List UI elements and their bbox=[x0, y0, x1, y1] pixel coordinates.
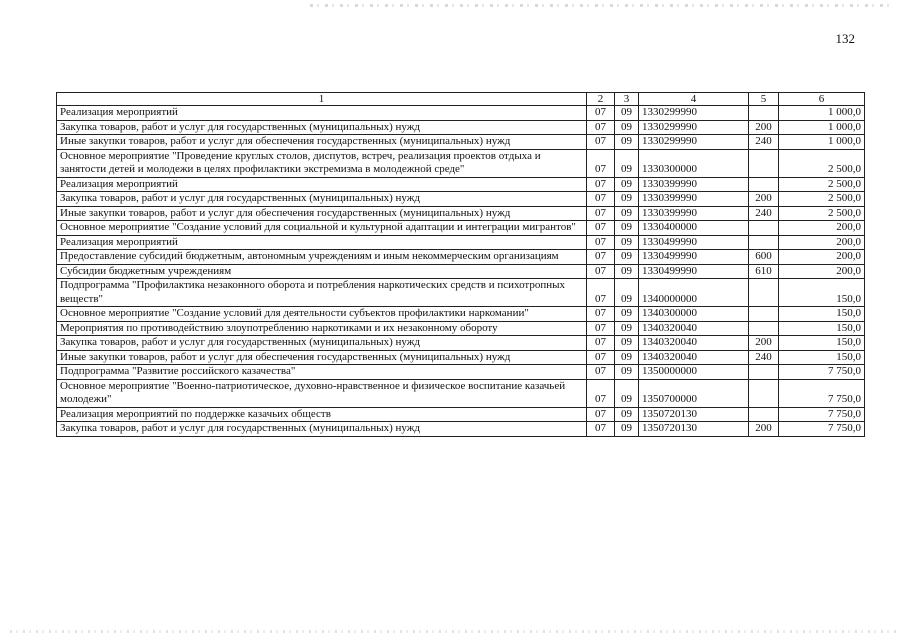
row-subsection: 09 bbox=[615, 321, 639, 336]
row-expense-type: 610 bbox=[749, 264, 779, 279]
row-subsection: 09 bbox=[615, 336, 639, 351]
row-name: Иные закупки товаров, работ и услуг для обеспечения государственных (муниципальных) нужд bbox=[57, 135, 587, 150]
row-name: Подпрограмма "Развитие российского казачества" bbox=[57, 365, 587, 380]
row-name: Иные закупки товаров, работ и услуг для обеспечения государственных (муниципальных) нужд bbox=[57, 350, 587, 365]
row-section: 07 bbox=[587, 307, 615, 322]
row-section: 07 bbox=[587, 235, 615, 250]
row-expense-type bbox=[749, 279, 779, 307]
budget-table bbox=[56, 92, 865, 437]
row-amount: 2 500,0 bbox=[779, 177, 865, 192]
row-target-code: 1350700000 bbox=[639, 379, 749, 407]
row-subsection: 09 bbox=[615, 407, 639, 422]
row-section: 07 bbox=[587, 336, 615, 351]
row-expense-type: 200 bbox=[749, 192, 779, 207]
row-target-code: 1350720130 bbox=[639, 407, 749, 422]
row-subsection: 09 bbox=[615, 221, 639, 236]
row-target-code: 1350000000 bbox=[639, 365, 749, 380]
row-subsection: 09 bbox=[615, 135, 639, 150]
table-row bbox=[57, 321, 865, 336]
row-section: 07 bbox=[587, 407, 615, 422]
row-subsection: 09 bbox=[615, 177, 639, 192]
table-row bbox=[57, 149, 865, 177]
row-expense-type: 240 bbox=[749, 206, 779, 221]
scan-noise-bottom bbox=[10, 630, 900, 633]
row-section: 07 bbox=[587, 264, 615, 279]
row-expense-type: 600 bbox=[749, 250, 779, 265]
row-subsection: 09 bbox=[615, 379, 639, 407]
row-expense-type bbox=[749, 221, 779, 236]
row-target-code: 1330399990 bbox=[639, 177, 749, 192]
row-amount: 1 000,0 bbox=[779, 120, 865, 135]
row-amount: 2 500,0 bbox=[779, 149, 865, 177]
row-name: Закупка товаров, работ и услуг для государственных (муниципальных) нужд bbox=[57, 422, 587, 437]
row-expense-type bbox=[749, 379, 779, 407]
row-target-code: 1330299990 bbox=[639, 120, 749, 135]
table-row bbox=[57, 235, 865, 250]
row-amount: 7 750,0 bbox=[779, 379, 865, 407]
row-subsection: 09 bbox=[615, 192, 639, 207]
row-amount: 7 750,0 bbox=[779, 365, 865, 380]
row-name: Закупка товаров, работ и услуг для государственных (муниципальных) нужд bbox=[57, 336, 587, 351]
row-name: Мероприятия по противодействию злоупотреблению наркотиками и их незаконному обороту bbox=[57, 321, 587, 336]
row-section: 07 bbox=[587, 149, 615, 177]
row-name: Закупка товаров, работ и услуг для государственных (муниципальных) нужд bbox=[57, 120, 587, 135]
row-expense-type bbox=[749, 177, 779, 192]
row-name: Субсидии бюджетным учреждениям bbox=[57, 264, 587, 279]
row-section: 07 bbox=[587, 206, 615, 221]
row-section: 07 bbox=[587, 177, 615, 192]
header-col-6: 6 bbox=[779, 93, 865, 106]
row-subsection: 09 bbox=[615, 264, 639, 279]
row-target-code: 1330499990 bbox=[639, 235, 749, 250]
table-row bbox=[57, 307, 865, 322]
row-target-code: 1330400000 bbox=[639, 221, 749, 236]
row-subsection: 09 bbox=[615, 422, 639, 437]
row-expense-type bbox=[749, 307, 779, 322]
row-subsection: 09 bbox=[615, 307, 639, 322]
row-name: Реализация мероприятий bbox=[57, 177, 587, 192]
row-target-code: 1330399990 bbox=[639, 192, 749, 207]
table-row bbox=[57, 379, 865, 407]
header-col-2: 2 bbox=[587, 93, 615, 106]
row-target-code: 1340320040 bbox=[639, 350, 749, 365]
header-col-1: 1 bbox=[57, 93, 587, 106]
row-amount: 2 500,0 bbox=[779, 192, 865, 207]
row-amount: 150,0 bbox=[779, 336, 865, 351]
row-target-code: 1330300000 bbox=[639, 149, 749, 177]
table-body bbox=[57, 106, 865, 437]
row-name: Основное мероприятие "Создание условий для деятельности субъектов профилактики наркомании" bbox=[57, 307, 587, 322]
row-name: Реализация мероприятий bbox=[57, 235, 587, 250]
row-expense-type: 200 bbox=[749, 422, 779, 437]
row-target-code: 1350720130 bbox=[639, 422, 749, 437]
row-target-code: 1340320040 bbox=[639, 321, 749, 336]
row-section: 07 bbox=[587, 321, 615, 336]
row-section: 07 bbox=[587, 350, 615, 365]
row-amount: 200,0 bbox=[779, 264, 865, 279]
row-amount: 150,0 bbox=[779, 279, 865, 307]
row-section: 07 bbox=[587, 135, 615, 150]
table-row bbox=[57, 279, 865, 307]
row-name: Подпрограмма "Профилактика незаконного оборота и потребления наркотических средств и психотропных веществ" bbox=[57, 279, 587, 307]
scan-noise-top bbox=[310, 4, 890, 7]
row-subsection: 09 bbox=[615, 149, 639, 177]
row-expense-type bbox=[749, 106, 779, 121]
table-row bbox=[57, 177, 865, 192]
row-amount: 200,0 bbox=[779, 250, 865, 265]
header-col-3: 3 bbox=[615, 93, 639, 106]
row-target-code: 1330499990 bbox=[639, 264, 749, 279]
row-name: Реализация мероприятий по поддержке казачьих обществ bbox=[57, 407, 587, 422]
row-amount: 150,0 bbox=[779, 307, 865, 322]
row-amount: 150,0 bbox=[779, 321, 865, 336]
row-expense-type: 240 bbox=[749, 135, 779, 150]
row-section: 07 bbox=[587, 279, 615, 307]
row-target-code: 1330299990 bbox=[639, 135, 749, 150]
row-amount: 7 750,0 bbox=[779, 422, 865, 437]
row-subsection: 09 bbox=[615, 279, 639, 307]
table-row bbox=[57, 365, 865, 380]
row-target-code: 1330299990 bbox=[639, 106, 749, 121]
row-name: Предоставление субсидий бюджетным, автономным учреждениям и иным некоммерческим организациям bbox=[57, 250, 587, 265]
row-subsection: 09 bbox=[615, 206, 639, 221]
row-target-code: 1340300000 bbox=[639, 307, 749, 322]
row-section: 07 bbox=[587, 250, 615, 265]
row-amount: 150,0 bbox=[779, 350, 865, 365]
header-col-5: 5 bbox=[749, 93, 779, 106]
row-section: 07 bbox=[587, 221, 615, 236]
row-target-code: 1340320040 bbox=[639, 336, 749, 351]
row-expense-type bbox=[749, 235, 779, 250]
row-section: 07 bbox=[587, 192, 615, 207]
row-subsection: 09 bbox=[615, 365, 639, 380]
row-name: Основное мероприятие "Проведение круглых столов, диспутов, встреч, реализация проектов отдыха и занятости детей и молодежи в целях профилактики экстремизма в молодежной среде" bbox=[57, 149, 587, 177]
row-name: Иные закупки товаров, работ и услуг для обеспечения государственных (муниципальных) нужд bbox=[57, 206, 587, 221]
table-row bbox=[57, 350, 865, 365]
header-row bbox=[57, 93, 865, 106]
header-col-4: 4 bbox=[639, 93, 749, 106]
row-expense-type bbox=[749, 365, 779, 380]
row-amount: 200,0 bbox=[779, 221, 865, 236]
table-row bbox=[57, 264, 865, 279]
row-amount: 200,0 bbox=[779, 235, 865, 250]
row-name: Закупка товаров, работ и услуг для государственных (муниципальных) нужд bbox=[57, 192, 587, 207]
row-amount: 1 000,0 bbox=[779, 106, 865, 121]
row-expense-type bbox=[749, 407, 779, 422]
row-name: Основное мероприятие "Создание условий для социальной и культурной адаптации и интеграции мигрантов" bbox=[57, 221, 587, 236]
row-section: 07 bbox=[587, 422, 615, 437]
row-name: Основное мероприятие "Военно-патриотическое, духовно-нравственное и физическое воспитание казачьей молодежи" bbox=[57, 379, 587, 407]
table-row bbox=[57, 336, 865, 351]
row-expense-type: 240 bbox=[749, 350, 779, 365]
row-section: 07 bbox=[587, 365, 615, 380]
row-target-code: 1330399990 bbox=[639, 206, 749, 221]
table-row bbox=[57, 120, 865, 135]
row-subsection: 09 bbox=[615, 250, 639, 265]
table-row bbox=[57, 135, 865, 150]
row-section: 07 bbox=[587, 120, 615, 135]
row-amount: 7 750,0 bbox=[779, 407, 865, 422]
row-subsection: 09 bbox=[615, 120, 639, 135]
table-row bbox=[57, 206, 865, 221]
row-expense-type bbox=[749, 321, 779, 336]
row-expense-type: 200 bbox=[749, 120, 779, 135]
row-subsection: 09 bbox=[615, 106, 639, 121]
table-row bbox=[57, 407, 865, 422]
table-row bbox=[57, 422, 865, 437]
row-expense-type bbox=[749, 149, 779, 177]
row-section: 07 bbox=[587, 379, 615, 407]
table-row bbox=[57, 192, 865, 207]
row-target-code: 1340000000 bbox=[639, 279, 749, 307]
table-row bbox=[57, 106, 865, 121]
table-row bbox=[57, 221, 865, 236]
row-expense-type: 200 bbox=[749, 336, 779, 351]
row-amount: 2 500,0 bbox=[779, 206, 865, 221]
row-section: 07 bbox=[587, 106, 615, 121]
page-number: 132 bbox=[835, 31, 855, 46]
row-subsection: 09 bbox=[615, 350, 639, 365]
row-subsection: 09 bbox=[615, 235, 639, 250]
row-target-code: 1330499990 bbox=[639, 250, 749, 265]
row-name: Реализация мероприятий bbox=[57, 106, 587, 121]
table-row bbox=[57, 250, 865, 265]
row-amount: 1 000,0 bbox=[779, 135, 865, 150]
